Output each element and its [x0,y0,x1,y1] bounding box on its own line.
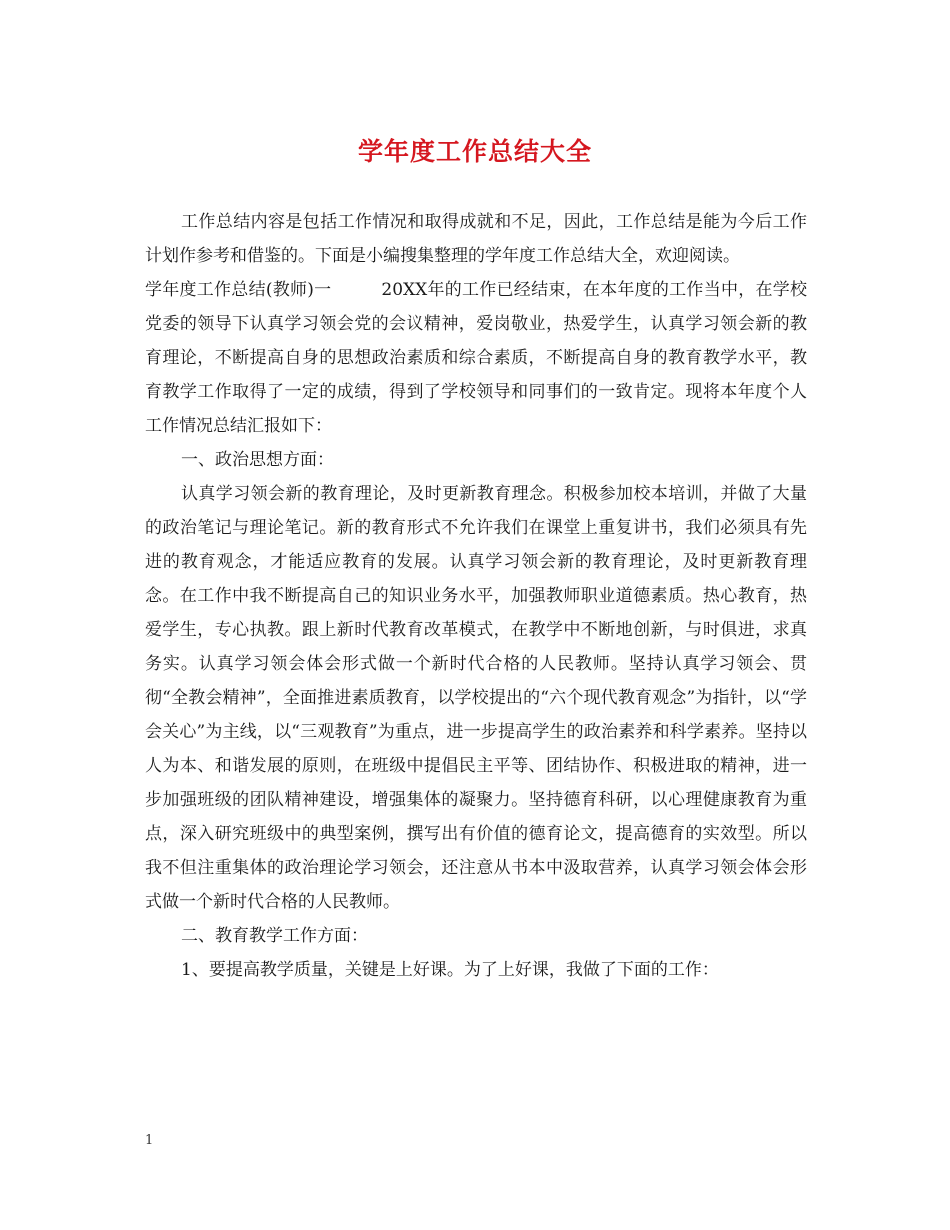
opening-heading: 学年度工作总结(教师)一 [145,280,332,300]
page-number: 1 [145,1133,154,1148]
opening-text: 20XX年的工作已经结束，在本年度的工作当中，在学校党委的领导下认真学习领会党的会议精神，爱岗敬业，热爱学生，认真学习领会新的教育理论，不断提高自身的思想政治素质和综合素质，不断提高自身的教育教学水平，教育教学工作取得了一定的成绩，得到了学校领导和同事们的一致肯定。现将本年度个人工作情况总结汇报如下： [145,280,807,436]
paragraph-teaching-item-1: 1、要提高教学质量，关键是上好课。为了上好课，我做了下面的工作： [181,960,719,980]
paragraph-opening [145,273,807,443]
section-heading-politics: 一、政治思想方面： [181,450,334,470]
document-body [145,205,807,987]
section-heading-teaching: 二、教育教学工作方面： [181,926,368,946]
paragraph-intro: 工作总结内容是包括工作情况和取得成就和不足，因此，工作总结是能为今后工作计划作参考和借鉴的。下面是小编搜集整理的学年度工作总结大全，欢迎阅读。 [145,212,807,266]
document-title: 学年度工作总结大全 [357,137,592,166]
paragraph-politics-body: 认真学习领会新的教育理论，及时更新教育理念。积极参加校本培训，并做了大量的政治笔记与理论笔记。新的教育形式不允许我们在课堂上重复讲书，我们必须具有先进的教育观念，才能适应教育的发展。认真学习领会新的教育理论，及时更新教育理念。在工作中我不断提高自己的知识业务水平，加强教师职业道德素质。热心教育，热爱学生，专心执教。跟上新时代教育改革模式，在教学中不断地创新，与时俱进，求真务实。认真学习领会体会形式做一个新时代合格的人民教师。坚持认真学习领会、贯彻“全教会精神”，全面推进素质教育，以学校提出的“六个现代教育观念”为指针，以“学会关心”为主线，以“三观教育”为重点，进一步提高学生的政治素养和科学素养。坚持以人为本、和谐发展的原则，在班级中提倡民主平等、团结协作、积极进取的精神，进一步加强班级的团队精神建设，增强集体的凝聚力。坚持德育科研，以心理健康教育为重点，深入研究班级中的典型案例，撰写出有价值的德育论文，提高德育的实效型。所以我不但注重集体的政治理论学习领会，还注意从书本中汲取营养，认真学习领会体会形式做一个新时代合格的人民教师。 [145,484,807,912]
